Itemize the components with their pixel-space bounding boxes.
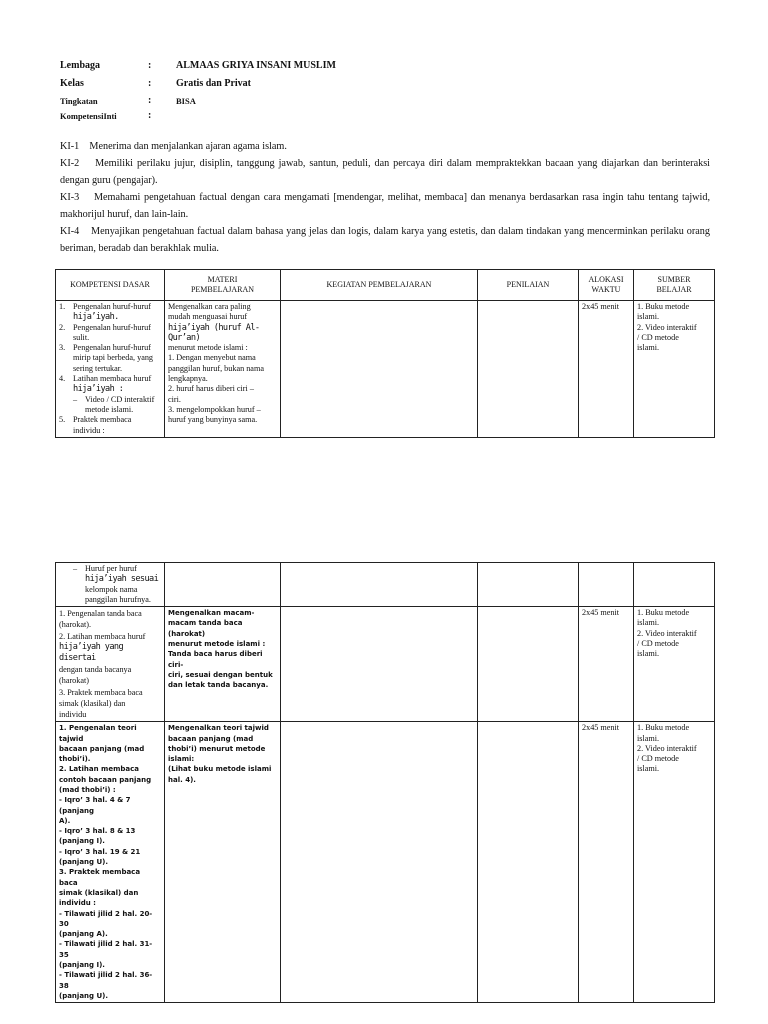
kompetensi-inti-list (60, 138, 713, 257)
ki-1: KI-1 Menerima dan menjalankan ajaran agama islam. (60, 141, 287, 152)
kd-item-cont: sering tertukar. (73, 363, 123, 373)
kd-subitem-cont: metode islami. (85, 404, 134, 414)
penilaian-cell (478, 607, 579, 722)
syllabus-table-top (55, 269, 715, 438)
table-row (56, 722, 715, 1003)
penilaian-cell (478, 301, 579, 438)
kegiatan-cell (281, 722, 478, 1003)
table-header-row (56, 270, 715, 301)
header-alokasi: ALOKASI WAKTU (579, 270, 634, 301)
materi-cell: Mengenalkan teori tajwid bacaan panjang (mad thobi’i) menurut metode islami: (Lihat buku metode islami hal. 4). (165, 722, 281, 1003)
header-kegiatan: KEGIATAN PEMBELAJARAN (281, 270, 478, 301)
kd-item-cont: mirip tapi berbeda, yang (73, 353, 154, 363)
kelas-value: Gratis dan Privat (176, 78, 251, 89)
kelas-colon: : (148, 78, 152, 89)
lembaga-colon: : (148, 60, 152, 71)
kegiatan-cell (281, 563, 478, 607)
table-row (56, 607, 715, 722)
kd-item-cont: sulit. (73, 332, 90, 342)
sumber-cell (634, 563, 715, 607)
kd-item-cont: hija’iyah : (73, 384, 124, 395)
lembaga-value: ALMAAS GRIYA INSANI MUSLIM (176, 60, 336, 71)
kelas-label: Kelas (60, 78, 84, 89)
kd-cell: 1. Pengenalan teori tajwid bacaan panjang (mad thobi’i). 2. Latihan membaca contoh bacaan panjang (mad thobi’i) : - Iqro’ 3 hal. 4 & 7 (panjang A). - Iqro’ 3 hal. 8 & 13 (panjang I). - Iqro’ 3 hal. 19 & 21 (panjang U). 3. Praktek membaca baca simak (klasikal) dan individu : - Tilawati jilid 2 hal. 20-30 (panjang A). - Tilawati jilid 2 hal. 31-35 (panjang I). - Tilawati jilid 2 hal. 36-38 (panjang U). (56, 722, 165, 1003)
kegiatan-cell (281, 607, 478, 722)
penilaian-cell (478, 722, 579, 1003)
kd-item-cont: hija’iyah. (73, 312, 119, 323)
kd-item-cont: individu : (73, 425, 105, 435)
alokasi-cell: 2x45 menit (579, 301, 634, 438)
sumber-cell: 1. Buku metode islami. 2. Video interaktif / CD metode islami. (634, 607, 715, 722)
kd-cell: 1. Pengenalan tanda baca (harokat). 2. Latihan membaca huruf hija’iyah yang disertai dengan tanda bacanya (harokat) 3. Praktek membaca baca simak (klasikal) dan individu (56, 607, 165, 722)
kd-item: Latihan membaca huruf (73, 374, 152, 384)
kd-item: Pengenalan huruf-huruf (73, 322, 151, 332)
kd-item: Praktek membaca (73, 415, 132, 425)
ki-2: KI-2 Memiliki perilaku jujur, disiplin, tanggung jawab, santun, peduli, dan percaya diri dalam mempraktekkan bacaan yang diajarkan dan berinteraksi dengan guru (pengajar). (60, 158, 713, 186)
materi-cell: Mengenalkan cara paling mudah menguasai huruf hija’iyah (huruf Al-Qur’an) menurut metode islami : 1. Dengan menyebut nama panggilan huruf, bukan nama lengkapnya. 2. huruf harus diberi ciri – ciri. 3. mengelompokkan huruf – huruf yang bunyinya sama. (165, 301, 281, 438)
penilaian-cell (478, 563, 579, 607)
syllabus-table-bottom (55, 562, 715, 1003)
header-sumber: SUMBER BELAJAR (634, 270, 715, 301)
ki-3: KI-3 Memahami pengetahuan factual dengan cara mengamati [mendengar, melihat, membaca] dan menanya berdasarkan rasa ingin tahu tentang tajwid, makhorijul huruf, dan lain-lain. (60, 192, 713, 220)
sumber-cell: 1. Buku metode islami. 2. Video interaktif / CD metode islami. (634, 301, 715, 438)
kompetensi-inti-label: KompetensiInti (60, 111, 117, 121)
kegiatan-cell (281, 301, 478, 438)
lembaga-label: Lembaga (60, 60, 100, 71)
alokasi-cell: 2x45 menit (579, 722, 634, 1003)
alokasi-cell (579, 563, 634, 607)
tingkatan-colon: : (148, 95, 152, 106)
kompetensi-inti-colon: : (148, 110, 152, 121)
alokasi-cell: 2x45 menit (579, 607, 634, 722)
kd-subitem: Video / CD interaktif (85, 394, 155, 404)
header-kompetensi-dasar: KOMPETENSI DASAR (56, 270, 165, 301)
sumber-cell: 1. Buku metode islami. 2. Video interaktif / CD metode islami. (634, 722, 715, 1003)
table-row (56, 563, 715, 607)
materi-cell (165, 563, 281, 607)
kd-cell: 1. Pengenalan huruf-huruf hija’iyah. 2. Pengenalan huruf-huruf sulit. 3. Pengenalan huruf-huruf mirip tapi berbeda, yang sering tertukar. 4. Latihan membaca huruf hija’iyah : – Video / CD interaktif metode islami. 5. Praktek membaca individu : (56, 301, 165, 438)
tingkatan-label: Tingkatan (60, 96, 98, 106)
table-row (56, 301, 715, 438)
kd-item: Pengenalan huruf-huruf (73, 302, 151, 311)
materi-cell: Mengenalkan macam- macam tanda baca (harokat) menurut metode islami : Tanda baca harus diberi ciri- ciri, sesuai dengan bentuk dan letak tanda bacanya. (165, 607, 281, 722)
header-materi: MATERI PEMBELAJARAN (165, 270, 281, 301)
kd-cell: – Huruf per huruf hija’iyah sesuai kelompok nama panggilan hurufnya. (56, 563, 165, 607)
ki-4: KI-4 Menyajikan pengetahuan factual dalam bahasa yang jelas dan logis, dalam karya yang estetis, dan dalam tindakan yang mencerminkan perilaku orang beriman, beradab dan berakhlak mulia. (60, 226, 713, 254)
tingkatan-value: BISA (176, 96, 196, 106)
header-penilaian: PENILAIAN (478, 270, 579, 301)
kd-item: Pengenalan huruf-huruf (73, 343, 151, 353)
